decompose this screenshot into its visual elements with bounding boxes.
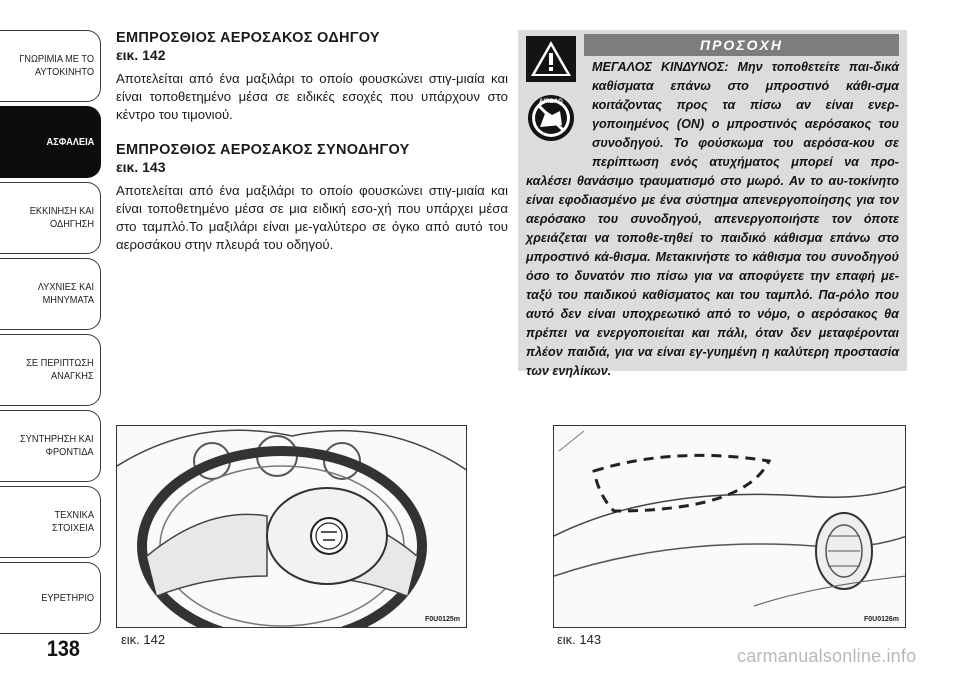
tab-label: ΣΕ ΠΕΡΙΠΤΩΣΗ ΑΝΑΓΚΗΣ <box>26 357 94 382</box>
icon-spacer <box>526 58 592 162</box>
tab-label: ΕΥΡΕΤΗΡΙΟ <box>41 591 94 604</box>
tab-label: ΛΥΧΝΙΕΣ ΚΑΙ ΜΗΝΥΜΑΤΑ <box>37 281 94 306</box>
warning-text: ΜΕΓΑΛΟΣ ΚΙΝΔΥΝΟΣ: Μην τοποθετείτε παι-δικά καθίσματα επάνω στο μπροστινό κάθι-σμα κοιτάζοντας προς τα πίσω αν είναι ενερ-γοποιημένος (ON) ο μπροστινός αερόσακος του συνοδηγού. Το φούσκωμα του αερόσα-κου σε περίπτωση ενός ατυχήματος μπορεί να προ-καλέσει θανάσιμο τραυματισμό στο μωρό. Αν το αυ-τοκίνητο είναι εφοδιασμένο με ένα σύστημα απενεργοποίησης για τον αερόσακο του συνοδηγού, απενεργοποιήστε τον όποτε χρειάζεται να τοποθε-τηθεί το παιδικό κάθισμα επάνω στο μπροστινό κά-θισμα. Μετακινήστε το κάθισμα του συνοδηγού όσο το δυνατόν πιο πίσω για να αποφύγετε την επαφή με-ταξύ του παιδικού καθίσματος και του ταμπλό. Πα-ρόλο που αυτό δεν είναι υποχρεωτικό από το νόμο, ο αερόσακος θα πρέπει να ενεργοποιείται και πάλι, όταν δεν μεταφέρονται πλέον παιδιά, για να είναι εγ-γυημένη η καλύτερη προστασία των ενηλίκων. <box>526 60 899 378</box>
main-text-column <box>116 30 508 272</box>
tab-lychnies[interactable] <box>0 258 101 330</box>
page-number: 138 <box>46 636 80 661</box>
airbag-label: AIRBAG <box>539 99 563 105</box>
tab-label: ΓΝΩΡΙΜΙΑ ΜΕ ΤΟ ΑΥΤΟΚΙΝΗΤΟ <box>19 53 94 78</box>
tab-texnika[interactable] <box>0 486 101 558</box>
watermark: carmanualsonline.info <box>737 646 917 666</box>
figure-caption: εικ. 142 <box>121 632 166 647</box>
tab-syntirisi[interactable] <box>0 410 101 482</box>
section-figure-ref: εικ. 143 <box>116 159 166 175</box>
section-title: ΕΜΠΡΟΣΘΙΟΣ ΑΕΡΟΣΑΚΟΣ ΣΥΝΟΔΗΓΟΥ <box>116 142 410 158</box>
tab-asfaleia[interactable] <box>0 106 101 178</box>
steering-wheel-illustration <box>117 426 467 628</box>
section-driver-airbag <box>116 30 508 124</box>
section-body: Αποτελείται από ένα μαξιλάρι το οποίο φουσκώνει στιγ-μιαία και είναι τοποθετημένο μέσα σε ειδικές εσοχές που υπάρχουν στο κέντρο του τιμονιού. <box>116 71 508 122</box>
warning-text-wrap <box>526 58 899 381</box>
tab-gnorimia[interactable] <box>0 30 101 102</box>
figure-dashboard <box>553 425 906 628</box>
section-title: ΕΜΠΡΟΣΘΙΟΣ ΑΕΡΟΣΑΚΟΣ ΟΔΗΓΟΥ <box>116 30 380 46</box>
warning-box <box>518 30 907 378</box>
warning-header: ΠΡΟΣΟΧΗ <box>584 34 899 56</box>
tab-ekkinisi[interactable] <box>0 182 101 254</box>
tab-label: ΤΕΧΝΙΚΑ ΣΤΟΙΧΕΙΑ <box>51 509 94 534</box>
dashboard-illustration <box>554 426 906 628</box>
tab-label: ΑΣΦΑΛΕΙΑ <box>46 135 94 148</box>
figure-code: F0U0126m <box>863 616 899 623</box>
tab-label: ΕΚΚΙΝΗΣΗ ΚΑΙ ΟΔΗΓΗΣΗ <box>29 205 94 230</box>
tab-evretirio[interactable] <box>0 562 101 634</box>
figure-caption: εικ. 143 <box>557 632 602 647</box>
tab-label: ΣΥΝΤΗΡΗΣΗ ΚΑΙ ΦΡΟΝΤΙΔΑ <box>20 433 94 458</box>
section-passenger-airbag <box>116 142 508 254</box>
section-figure-ref: εικ. 142 <box>116 47 166 63</box>
section-body: Αποτελείται από ένα μαξιλάρι το οποίο φουσκώνει στιγ-μιαία και είναι τοποθετημένο μέσα σε μια ειδική εσο-χή που υπάρχει μέσα στο ταμπλό.Το μαξιλάρι είναι με-γαλύτερο σε όγκο από αυτό του αεροσάκου στην πλευρά του οδηγού. <box>116 183 508 252</box>
figure-steering-wheel <box>116 425 467 628</box>
figure-code: F0U0125m <box>424 616 460 623</box>
tab-anagki[interactable] <box>0 334 101 406</box>
